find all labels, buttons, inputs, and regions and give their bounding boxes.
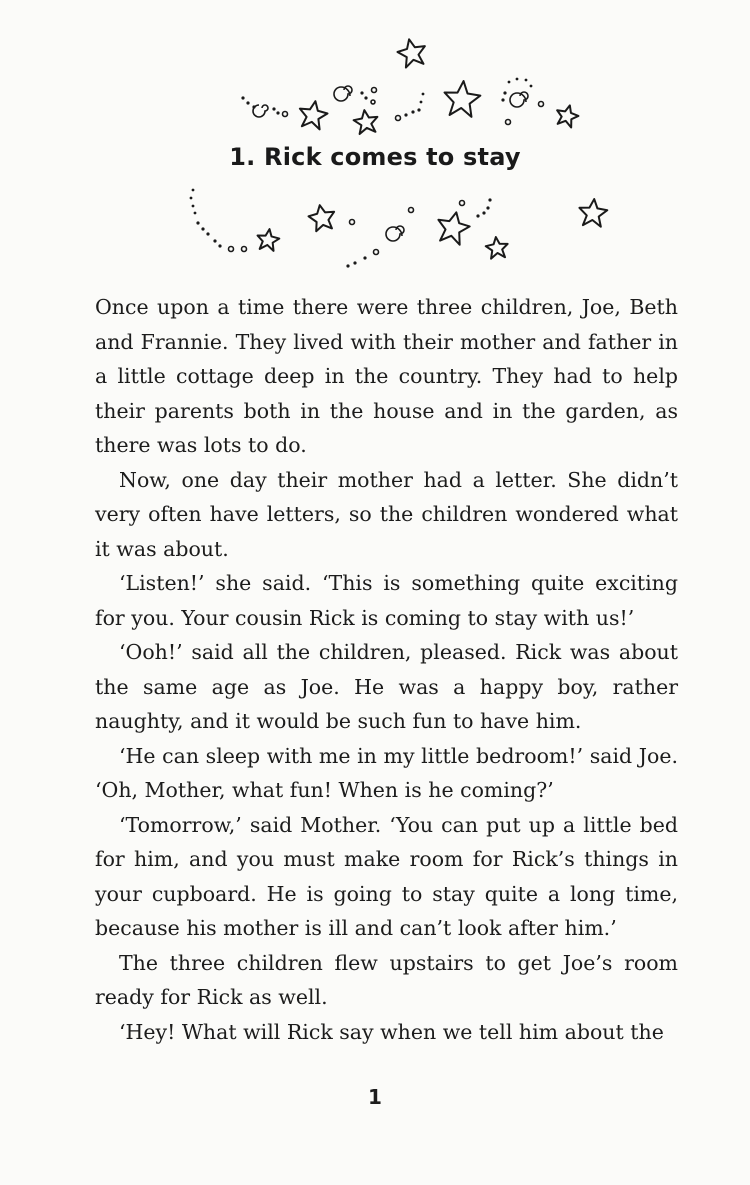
paragraph: ‘Hey! What will Rick say when we tell him about the [119,1019,664,1044]
star-icon [434,209,472,246]
story-text [95,290,678,1049]
star-icon [307,203,337,232]
dots-icon [241,78,543,125]
page-number: 1 [368,1085,382,1109]
paragraph: The three children flew upstairs to get Joe’s room ready for Rick as well. [95,950,678,1009]
star-icon [485,236,509,259]
star-icon [297,99,329,130]
star-icon [578,198,608,227]
spiral-icon [334,86,352,101]
paragraph: Once upon a time there were three children, Joe, Beth and Frannie. They lived with their mother and father in a little cottage deep in the country. They had to help their parents both in the house and in the garden, as there was lots to do. [95,295,678,457]
star-icon [395,36,428,68]
star-icon [554,103,581,129]
decorative-stars-bottom [0,180,750,280]
paragraph: Now, one day their mother had a letter. She didn’t very often have letters, so the children wondered what it was about. [95,467,678,561]
star-icon [352,108,379,134]
chapter-title: 1. Rick comes to stay [229,143,521,171]
star-icon [256,228,281,252]
paragraph: ‘Ooh!’ said all the children, pleased. Rick was about the same age as Joe. He was a happy boy, rather naughty, and it would be such fun to have him. [95,640,678,733]
decorative-stars-top [0,30,750,140]
star-icon [443,79,482,117]
paragraph: ‘Listen!’ she said. ‘This is something quite exciting for you. Your cousin Rick is coming to stay with us!’ [95,571,678,630]
paragraph: ‘Tomorrow,’ said Mother. ‘You can put up a little bed for him, and you must make room for Rick’s things in your cupboard. He is going to stay quite a long time, because his mother is ill and can’t look after him.’ [95,812,678,940]
spiral-icon [510,92,528,107]
dots-icon [190,189,492,268]
spiral-icon [386,226,404,241]
paragraph: ‘He can sleep with me in my little bedroom!’ said Joe. ‘Oh, Mother, what fun! When is he coming?’ [95,743,678,802]
